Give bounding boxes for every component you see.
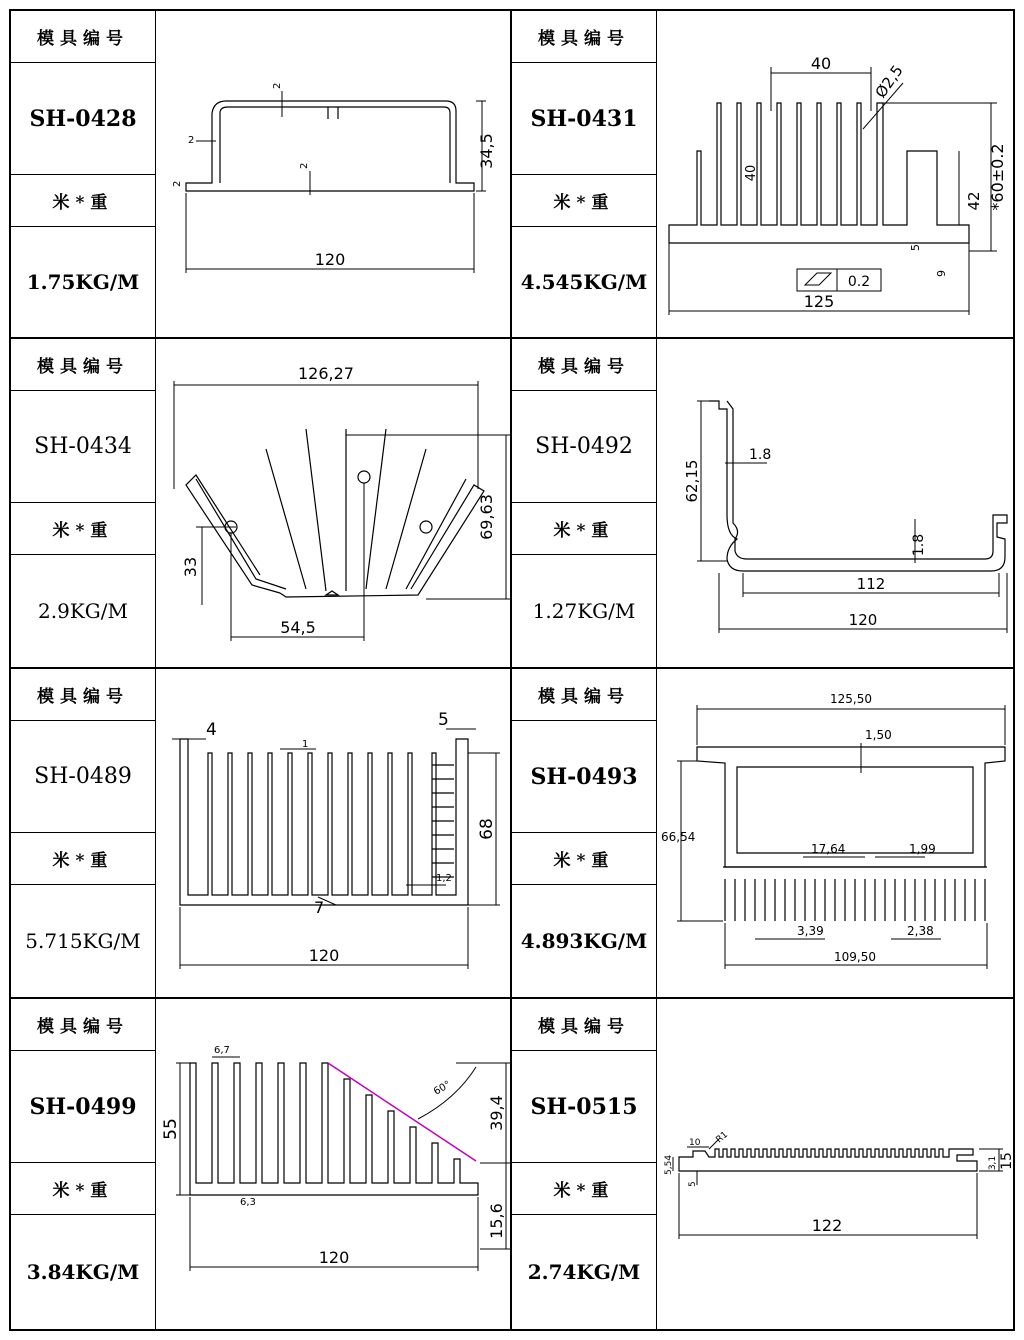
dim-width: 120: [314, 250, 346, 269]
profile-weight: 4.545KG/M: [512, 227, 657, 339]
profile-drawing-sh0434: [156, 339, 510, 667]
profile-drawing-sh0489: [156, 669, 510, 997]
dim-gap: 3,39: [797, 924, 824, 938]
dim-fin-top: 6,7: [214, 1045, 230, 1056]
profile-weight: 1.27KG/M: [512, 555, 657, 669]
drawing-cell: [156, 669, 512, 999]
dim-lower: 15,6: [487, 1203, 506, 1239]
dim-fin-thick: 1,99: [909, 842, 936, 856]
dim-wall-top: 2: [272, 82, 283, 89]
dim-wall-bottom: 1.8: [911, 533, 927, 557]
label-weight: 米*重: [512, 1163, 657, 1215]
label-weight: 米*重: [512, 503, 657, 555]
dim-width: 120: [308, 946, 340, 965]
dim-height-tol: *60±0.2: [988, 143, 1007, 211]
dim-inner-width: 112: [856, 575, 886, 593]
dim-h1: 5,54: [664, 1154, 674, 1175]
dim-fin: 1: [302, 739, 309, 750]
dim-radius: R1: [714, 1129, 731, 1146]
dim-width: 122: [811, 1216, 843, 1235]
label-mold-no: 模具编号: [11, 11, 156, 63]
drawing-cell: [657, 999, 1015, 1329]
dim-base: 5: [909, 244, 922, 251]
profile-code: SH-0428: [11, 63, 156, 175]
dim-lip: 3,1: [988, 1155, 998, 1171]
profile-weight: 4.893KG/M: [512, 885, 657, 999]
label-weight: 米*重: [11, 175, 156, 227]
profile-code: SH-0515: [512, 1051, 657, 1163]
dim-height: 66,54: [661, 830, 696, 844]
drawing-cell: [657, 669, 1015, 999]
dim-hole-span: 54,5: [280, 618, 316, 637]
label-weight: 米*重: [11, 833, 156, 885]
dim-fin-height: 42: [965, 191, 983, 211]
dim-wall-left: 2: [172, 180, 183, 187]
dim-angle: 60°: [432, 1079, 453, 1098]
dim-fin-zone: 17,64: [811, 842, 846, 856]
profile-weight: 2.9KG/M: [11, 555, 156, 669]
profile-code: SH-0493: [512, 721, 657, 833]
profile-code: SH-0489: [11, 721, 156, 833]
label-mold-no: 模具编号: [512, 669, 657, 721]
dim-height: 68: [477, 818, 497, 840]
dim-height: 34,5: [477, 133, 496, 169]
label-mold-no: 模具编号: [11, 339, 156, 391]
dim-right-wall: 5: [438, 710, 449, 730]
dim-base-thick: 9: [935, 270, 948, 277]
label-weight: 米*重: [512, 833, 657, 885]
label-mold-no: 模具编号: [11, 999, 156, 1051]
label-mold-no: 模具编号: [512, 999, 657, 1051]
dim-height: 69,63: [477, 494, 496, 540]
profile-drawing-sh0515: [657, 999, 1015, 1327]
label-mold-no: 模具编号: [11, 669, 156, 721]
dim-hole-spacing: 40: [744, 164, 759, 182]
label-mold-no: 模具编号: [512, 339, 657, 391]
profile-drawing-sh0428: [156, 11, 510, 337]
dim-pitch: 6,3: [240, 1197, 256, 1208]
profile-code: SH-0499: [11, 1051, 156, 1163]
dim-gap2: 2,38: [907, 924, 934, 938]
dim-wall-side: 2: [188, 135, 195, 146]
dim-hole-height: 33: [181, 556, 200, 578]
dim-width: 120: [318, 1248, 350, 1267]
profile-code: SH-0431: [512, 63, 657, 175]
profile-drawing-sh0431: [657, 11, 1015, 337]
drawing-cell: [156, 11, 512, 339]
dim-wall-side: 1.8: [749, 447, 772, 463]
dim-width: 126,27: [298, 364, 354, 383]
dim-width: 120: [848, 611, 878, 629]
dim-pitch: 40: [810, 54, 832, 73]
dim-top-width: 125,50: [830, 692, 872, 706]
dim-wall: 1,50: [865, 728, 892, 742]
profile-drawing-sh0499: [156, 999, 510, 1327]
dim-width: 125: [803, 292, 835, 311]
dim-height: 15: [999, 1152, 1015, 1170]
dim-tab: 10: [689, 1138, 701, 1148]
profile-code: SH-0434: [11, 391, 156, 503]
drawing-cell: [657, 11, 1015, 339]
dim-height: 62,15: [683, 459, 701, 503]
profile-weight: 2.74KG/M: [512, 1215, 657, 1329]
dim-bottom-width: 109,50: [834, 950, 876, 964]
label-weight: 米*重: [11, 503, 156, 555]
label-weight: 米*重: [512, 175, 657, 227]
dim-base: 7: [314, 898, 325, 917]
label-mold-no: 模具编号: [512, 11, 657, 63]
label-weight: 米*重: [11, 1163, 156, 1215]
profile-weight: 3.84KG/M: [11, 1215, 156, 1329]
dim-upper: 39,4: [487, 1095, 506, 1131]
drawing-cell: [657, 339, 1015, 669]
dim-h2: 5: [688, 1181, 698, 1187]
profile-weight: 5.715KG/M: [11, 885, 156, 999]
dim-hole: Ø2,5: [871, 61, 907, 102]
profile-drawing-sh0493: [657, 669, 1015, 997]
spec-sheet: [9, 9, 1015, 1331]
dim-height: 55: [161, 1118, 181, 1140]
dim-flatness: 0.2: [847, 274, 871, 290]
drawing-cell: [156, 999, 512, 1329]
drawing-cell: [156, 339, 512, 669]
dim-slot: 1,2: [436, 873, 452, 884]
dim-wall-bottom: 2: [299, 162, 310, 169]
profile-code: SH-0492: [512, 391, 657, 503]
dim-left-wall: 4: [206, 720, 217, 740]
profile-drawing-sh0492: [657, 339, 1015, 667]
profile-weight: 1.75KG/M: [11, 227, 156, 339]
